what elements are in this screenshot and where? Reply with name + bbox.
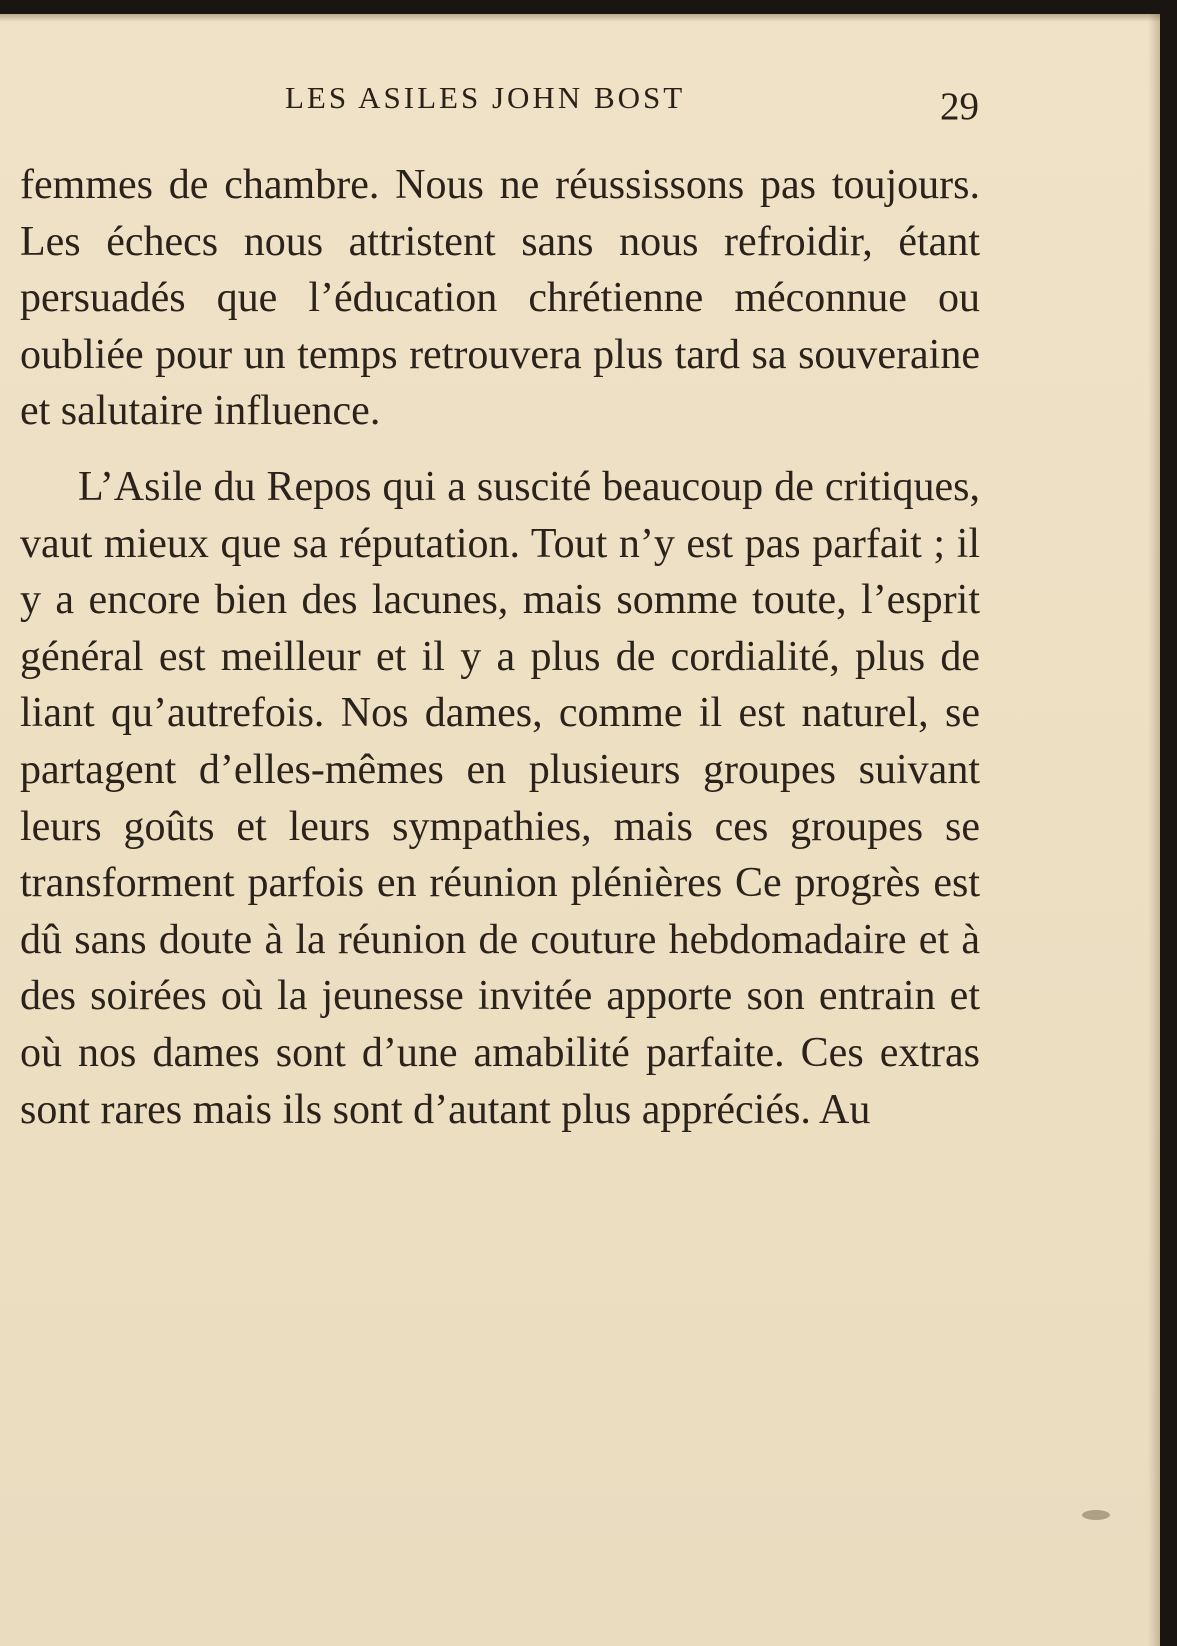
page-top-shadow xyxy=(0,14,1160,22)
paragraph: femmes de chambre. Nous ne réussissons pas toujours. Les échecs nous attristent sans nous refroidir, étant persuadés que l’éducation chrétienne méconnue ou oubliée pour un temps retrouvera plus tard sa souveraine et salutaire influence. xyxy=(20,162,980,435)
ink-smudge xyxy=(1082,1510,1110,1520)
paragraph: L’Asile du Repos qui a suscité beaucoup de critiques, vaut mieux que sa réputation. Tout n’y est pas parfait ; il y a encore bien des lacunes, mais somme toute, l’esprit général est meilleur et il y a plus de cordialité, plus de liant qu’autrefois. Nos dames, comme il est naturel, se partagent d’elles-mêmes en plusieurs groupes suivant leurs goûts et leurs sympathies, mais ces groupes se transforment parfois en réunion plénières Ce progrès est dû sans doute à la réunion de couture hebdomadaire et à des soirées où la jeunesse invitée apporte son entrain et où nos dames sont d’une amabilité parfaite. Ces extras sont rares mais ils sont d’autant plus appréciés. Au xyxy=(20,463,980,1133)
running-title: LES ASILES JOHN BOST xyxy=(285,80,686,115)
page-number: 29 xyxy=(940,85,979,128)
book-page xyxy=(0,14,1160,1646)
body-text xyxy=(20,157,980,1138)
page-gutter-shadow xyxy=(1148,14,1160,1646)
